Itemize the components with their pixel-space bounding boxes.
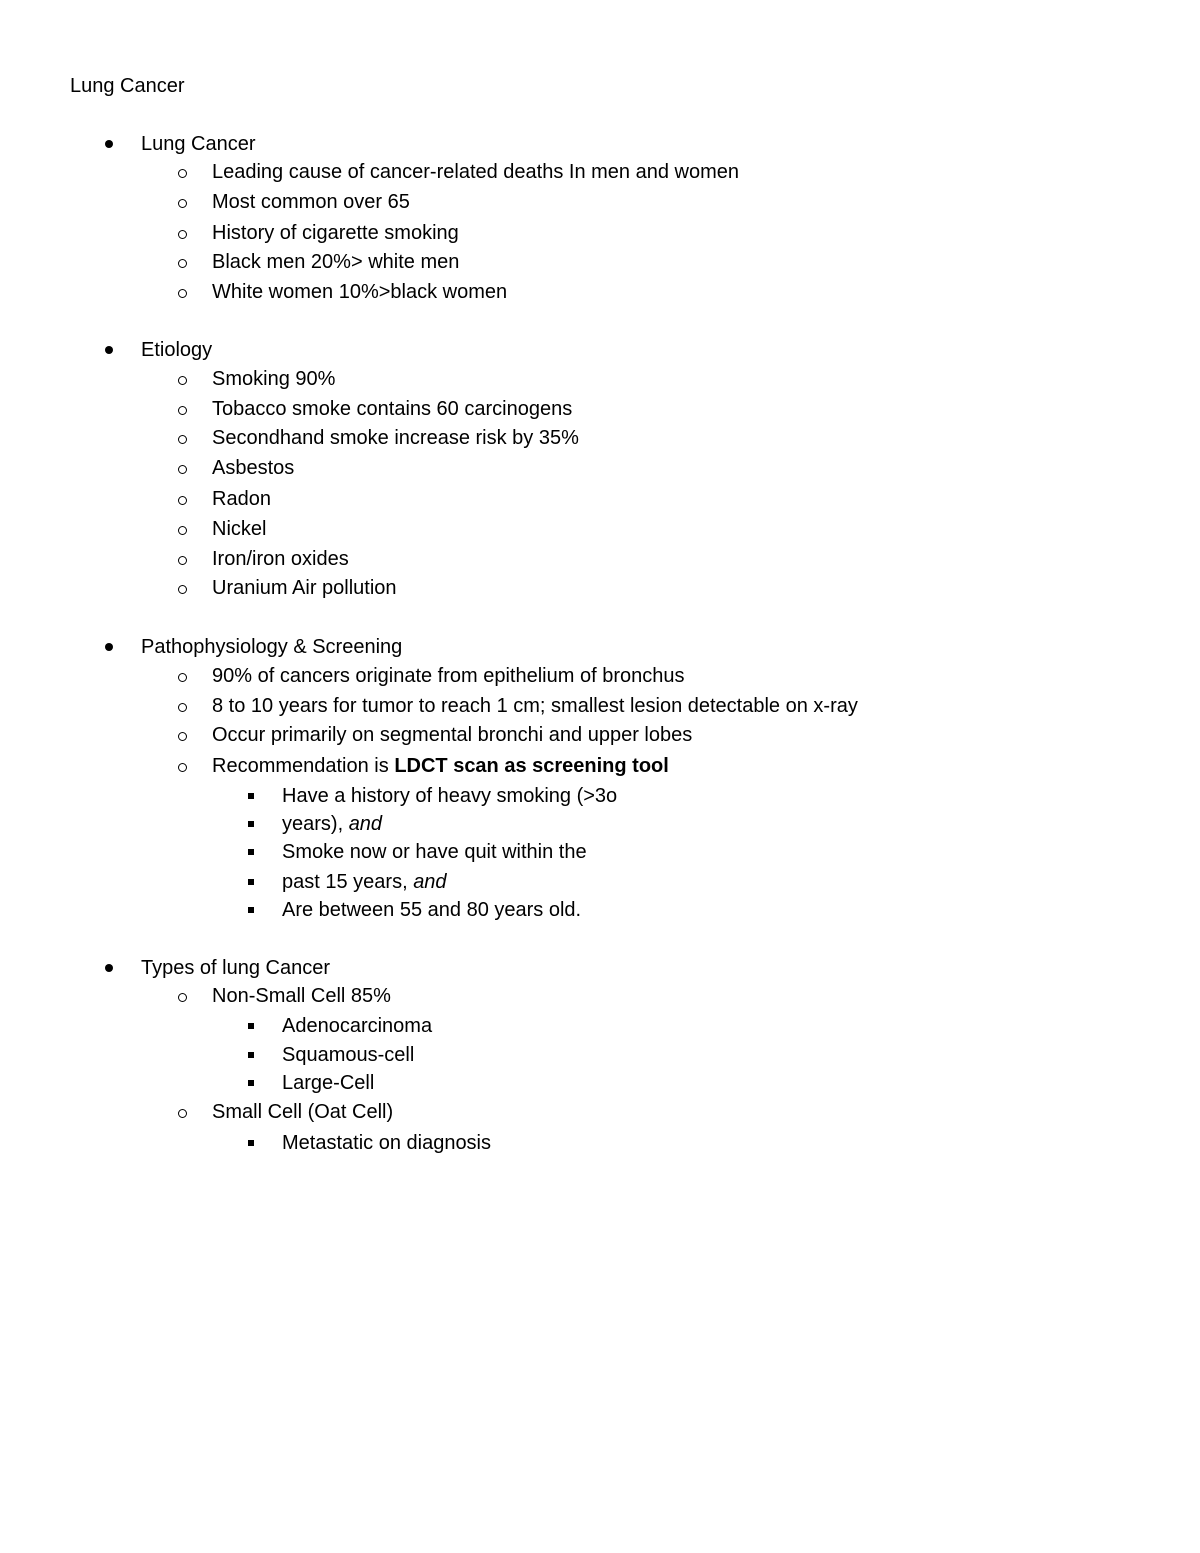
- bullet-circle-icon: [178, 259, 187, 268]
- bullet-circle-icon: [178, 526, 187, 535]
- recommendation-bold: LDCT scan as screening tool: [394, 755, 669, 777]
- bullet-dot-icon: [105, 643, 113, 651]
- bullet-dot-icon: [105, 964, 113, 972]
- bullet-circle-icon: [178, 585, 187, 594]
- bullet-dot-icon: [105, 346, 113, 354]
- bullet-square-icon: [248, 907, 254, 913]
- bullet-square-icon: [248, 1140, 254, 1146]
- bullet-square-icon: [248, 821, 254, 827]
- bullet-circle-icon: [178, 993, 187, 1002]
- bullet-circle-icon: [178, 169, 187, 178]
- bullet-square-icon: [248, 879, 254, 885]
- document-title: Lung Cancer: [70, 75, 185, 97]
- bullet-circle-icon: [178, 376, 187, 385]
- document-page: Lung Cancer Lung Cancer Leading cause of cancer-related deaths In men and women Most common over 65 History of cigarette smoking Black men 20%> white men White women 10%>black women Etiology Smoking 90% Tobacco smoke contains 60 carcinogens Secondhand smoke increase risk by 35% Asbestos Radon Nickel Iron/iron oxides Uranium Air pollution Pathophysiology & Screening 90% of cancers originate from epithelium of bronchus 8 to 10 years for tumor to reach 1 cm; smallest lesion detectable on x-ray Occur primarily on segmental bronchi and upper lobes Recommendation is LDCT scan as screening tool Have a history of heavy smoking (>3o years), and Smoke now or have quit within the past 15 years, and Are between 55 and 80 years old. Types of lung Cancer Non-Small Cell 85% Adenocarcinoma Squamous-cell Large-Cell Small Cell (Oat Cell) Metastatic on diagnosis: [0, 0, 1200, 1553]
- bullet-circle-icon: [178, 1109, 187, 1118]
- bullet-square-icon: [248, 793, 254, 799]
- recommendation-prefix: Recommendation is: [212, 755, 395, 777]
- bullet-square-icon: [248, 849, 254, 855]
- bullet-circle-icon: [178, 763, 187, 772]
- bullet-circle-icon: [178, 435, 187, 444]
- bullet-square-icon: [248, 1052, 254, 1058]
- bullet-circle-icon: [178, 673, 187, 682]
- bullet-circle-icon: [178, 556, 187, 565]
- bullet-circle-icon: [178, 703, 187, 712]
- bullet-circle-icon: [178, 199, 187, 208]
- bullet-circle-icon: [178, 289, 187, 298]
- bullet-circle-icon: [178, 406, 187, 415]
- bullet-circle-icon: [178, 496, 187, 505]
- bullet-square-icon: [248, 1080, 254, 1086]
- bullet-circle-icon: [178, 230, 187, 239]
- bullet-dot-icon: [105, 140, 113, 148]
- bullet-circle-icon: [178, 732, 187, 741]
- bullet-square-icon: [248, 1023, 254, 1029]
- bullet-circle-icon: [178, 465, 187, 474]
